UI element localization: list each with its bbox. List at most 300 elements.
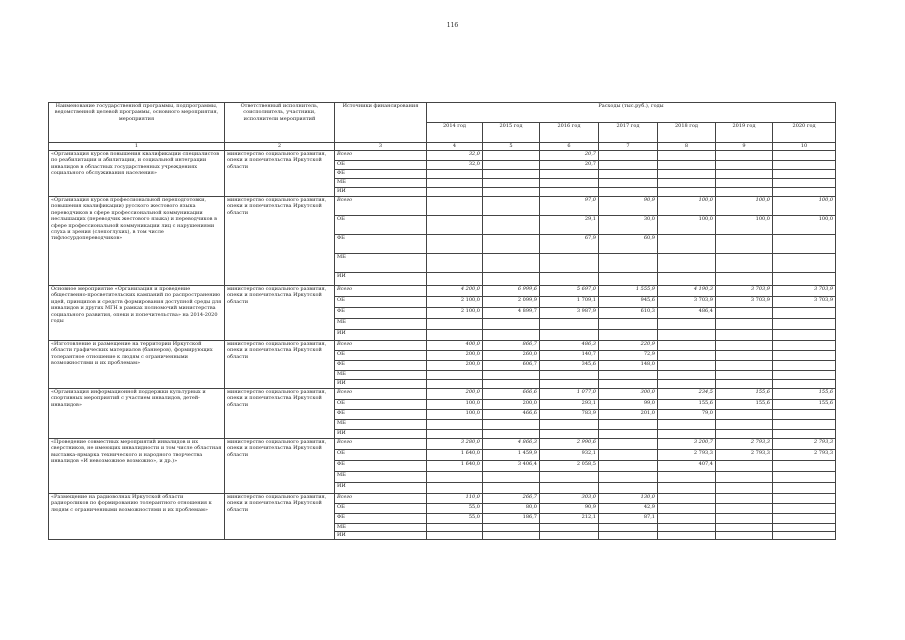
expense-value: 32,0 — [427, 161, 483, 170]
expense-value — [427, 330, 483, 341]
expense-value: 4 866,3 — [483, 439, 540, 450]
expense-value: 3 406,4 — [483, 461, 540, 472]
expense-value — [599, 161, 658, 170]
expense-value: 2 793,3 — [716, 450, 773, 461]
expense-value — [658, 161, 716, 170]
table-row — [49, 341, 836, 351]
funding-source: Всего — [335, 286, 427, 297]
year-header: 2020 год — [773, 123, 836, 143]
expense-value — [427, 254, 483, 273]
expense-value — [599, 330, 658, 341]
expense-value: 155,6 — [658, 400, 716, 410]
expense-value: 72,9 — [599, 351, 658, 361]
funding-source: ФБ — [335, 410, 427, 420]
expense-value — [427, 371, 483, 380]
expense-value — [773, 179, 836, 188]
measure-name: «Изготовление и размещение на территории Иркутской области графических материалов (баннеров), формирующих толерантное отношение к людям с ограниченными возможностями и их проблемам» — [49, 341, 225, 389]
expense-value: 3 703,9 — [716, 286, 773, 297]
expense-value — [599, 371, 658, 380]
expense-value — [658, 504, 716, 514]
funding-source: МБ — [335, 472, 427, 483]
expense-value: 1 077,0 — [540, 389, 599, 400]
expense-value — [483, 161, 540, 170]
expense-value — [427, 188, 483, 197]
expense-value: 155,6 — [716, 389, 773, 400]
expense-value — [716, 371, 773, 380]
expense-value — [599, 254, 658, 273]
expense-value — [773, 371, 836, 380]
expense-value — [599, 188, 658, 197]
expense-value — [483, 371, 540, 380]
table-row — [49, 439, 836, 450]
expense-value — [483, 420, 540, 430]
measure-name: «Организация курсов повышения квалификации специалистов по реабилитации и абилитации, и социальной интеграции инвалидов в областных государственных учреждениях социального обслуживания населения» — [49, 151, 225, 197]
expense-value — [540, 170, 599, 179]
expense-value — [540, 420, 599, 430]
expense-value: 2 100,0 — [427, 308, 483, 319]
budget-table — [48, 102, 836, 540]
expense-value — [540, 371, 599, 380]
expense-value — [427, 420, 483, 430]
expense-value — [773, 254, 836, 273]
expense-value — [773, 235, 836, 254]
table-row — [49, 151, 836, 161]
expense-value: 90,9 — [599, 197, 658, 216]
funding-source: ОБ — [335, 297, 427, 308]
expense-value — [427, 524, 483, 532]
expense-value — [658, 532, 716, 540]
column-index: 3 — [335, 143, 427, 151]
expense-value: 20,7 — [540, 161, 599, 170]
expense-value: 3 703,9 — [716, 297, 773, 308]
expense-value: 100,0 — [773, 197, 836, 216]
expense-value — [540, 380, 599, 389]
expense-value — [658, 524, 716, 532]
expense-value — [716, 319, 773, 330]
expense-value — [658, 179, 716, 188]
expense-value: 783,9 — [540, 410, 599, 420]
col-source-header: Источники финансирования — [335, 103, 427, 143]
expense-value: 200,0 — [427, 389, 483, 400]
expense-value — [427, 319, 483, 330]
expense-value — [540, 472, 599, 483]
expense-value — [540, 179, 599, 188]
expense-value — [599, 472, 658, 483]
expense-value: 300,0 — [599, 389, 658, 400]
expense-value — [658, 371, 716, 380]
expense-value — [427, 170, 483, 179]
expense-value — [773, 308, 836, 319]
funding-source: ФБ — [335, 170, 427, 179]
expense-value — [427, 532, 483, 540]
expense-value: 140,7 — [540, 351, 599, 361]
expense-value: 234,5 — [658, 389, 716, 400]
expense-value — [773, 532, 836, 540]
expense-value — [773, 461, 836, 472]
expense-value — [716, 420, 773, 430]
expense-value: 80,0 — [483, 504, 540, 514]
funding-source: ОБ — [335, 216, 427, 235]
expense-value: 60,9 — [599, 235, 658, 254]
column-index: 4 — [427, 143, 483, 151]
expense-value: 1 459,9 — [483, 450, 540, 461]
expense-value — [599, 450, 658, 461]
expense-value: 407,4 — [658, 461, 716, 472]
expense-value — [599, 273, 658, 286]
column-index: 5 — [483, 143, 540, 151]
funding-source: ИИ — [335, 330, 427, 341]
column-index: 9 — [716, 143, 773, 151]
expense-value — [773, 319, 836, 330]
funding-source: ОБ — [335, 504, 427, 514]
year-header: 2014 год — [427, 123, 483, 143]
year-header: 2019 год — [716, 123, 773, 143]
expense-value: 260,0 — [483, 351, 540, 361]
expense-value: 3 987,9 — [540, 308, 599, 319]
funding-source: ОБ — [335, 450, 427, 461]
expense-value — [658, 188, 716, 197]
expense-value — [773, 351, 836, 361]
funding-source: ИИ — [335, 380, 427, 389]
expense-value — [716, 308, 773, 319]
col-name-header: Наименование государственной программы, подпрограммы, ведомственной целевой программы, основного мероприятия, мероприятия — [49, 103, 225, 143]
page-number: 116 — [446, 22, 459, 29]
funding-source: ФБ — [335, 308, 427, 319]
funding-source: ФБ — [335, 235, 427, 254]
expense-value: 6 999,6 — [483, 286, 540, 297]
expense-value: 32,0 — [427, 151, 483, 161]
funding-source: Всего — [335, 389, 427, 400]
expense-value — [658, 380, 716, 389]
column-index: 1 — [49, 143, 225, 151]
expense-value: 200,0 — [427, 351, 483, 361]
expense-value: 1 640,0 — [427, 461, 483, 472]
responsible-executor: министерство социального развития, опеки и попечительства Иркутской области — [225, 494, 335, 540]
expense-value — [599, 524, 658, 532]
measure-name: Основное мероприятие «Организация и проведение общественно-просветительских кампаний по распространению идей, принципов и средств формирования доступной среды для инвалидов и других МГН в рамках полномочий министерства социального развития, опеки и попечительства» на 2014-2020 годы — [49, 286, 225, 341]
expense-value — [716, 532, 773, 540]
column-index: 8 — [658, 143, 716, 151]
expense-value: 3 703,9 — [773, 297, 836, 308]
expense-value: 5 697,0 — [540, 286, 599, 297]
expense-value: 42,9 — [599, 504, 658, 514]
expense-value: 3 703,9 — [658, 297, 716, 308]
expense-value: 303,0 — [540, 494, 599, 504]
expense-value: 99,0 — [599, 400, 658, 410]
expense-value — [658, 341, 716, 351]
expense-value — [773, 472, 836, 483]
expense-value — [427, 273, 483, 286]
expense-value: 293,1 — [540, 400, 599, 410]
expense-value — [483, 319, 540, 330]
funding-source: ОБ — [335, 161, 427, 170]
funding-source: Всего — [335, 151, 427, 161]
expense-value — [483, 532, 540, 540]
expense-value — [427, 483, 483, 494]
expense-value — [716, 341, 773, 351]
expense-value: 2 100,0 — [427, 297, 483, 308]
expense-value — [483, 216, 540, 235]
expense-value — [599, 319, 658, 330]
expense-value — [773, 504, 836, 514]
funding-source: Всего — [335, 439, 427, 450]
expense-value — [599, 151, 658, 161]
expense-value: 606,7 — [483, 361, 540, 371]
expense-value — [540, 319, 599, 330]
expense-value — [716, 410, 773, 420]
expense-value: 200,0 — [483, 400, 540, 410]
expense-value — [658, 430, 716, 439]
funding-source: ИИ — [335, 430, 427, 439]
expense-value — [773, 430, 836, 439]
expense-value — [716, 380, 773, 389]
expense-value — [483, 254, 540, 273]
expense-value — [483, 330, 540, 341]
expense-value — [483, 472, 540, 483]
expense-value — [658, 254, 716, 273]
expense-value — [716, 254, 773, 273]
expense-value — [773, 361, 836, 371]
expense-value — [483, 188, 540, 197]
expense-value — [773, 380, 836, 389]
expense-value — [716, 351, 773, 361]
measure-name: «Размещение на радиоволнах Иркутской области радиороликов по формированию толерантного отношения к людям с ограниченными возможностями и их проблемам» — [49, 494, 225, 540]
expense-value — [483, 483, 540, 494]
expense-value — [716, 361, 773, 371]
expense-value: 100,0 — [427, 400, 483, 410]
expense-value — [658, 319, 716, 330]
column-index: 10 — [773, 143, 836, 151]
expense-value: 79,0 — [658, 410, 716, 420]
expense-value — [599, 380, 658, 389]
expense-value — [716, 514, 773, 524]
expense-value — [658, 483, 716, 494]
responsible-executor: министерство социального развития, опеки и попечительства Иркутской области — [225, 197, 335, 286]
expense-value: 4 200,0 — [427, 286, 483, 297]
expense-value: 110,0 — [427, 494, 483, 504]
expense-value: 466,6 — [483, 410, 540, 420]
column-index: 2 — [225, 143, 335, 151]
funding-source: МБ — [335, 254, 427, 273]
expense-value — [716, 461, 773, 472]
measure-name: «Организация информационной поддержки культурных и спортивных мероприятий с участием инвалидов, детей-инвалидов» — [49, 389, 225, 439]
expense-value: 666,6 — [483, 389, 540, 400]
expense-value — [716, 188, 773, 197]
expense-value — [599, 532, 658, 540]
responsible-executor: министерство социального развития, опеки и попечительства Иркутской области — [225, 389, 335, 439]
expense-value — [716, 161, 773, 170]
expense-value: 100,0 — [658, 216, 716, 235]
expense-value — [773, 483, 836, 494]
table-row — [49, 197, 836, 216]
expense-value: 1 555,9 — [599, 286, 658, 297]
responsible-executor: министерство социального развития, опеки и попечительства Иркутской области — [225, 286, 335, 341]
expense-value — [483, 179, 540, 188]
funding-source: ФБ — [335, 461, 427, 472]
expense-value: 932,1 — [540, 450, 599, 461]
expense-value — [483, 430, 540, 439]
expense-value — [773, 170, 836, 179]
expense-value: 2 793,3 — [716, 439, 773, 450]
expense-value: 4 899,7 — [483, 308, 540, 319]
expense-value — [540, 532, 599, 540]
expense-value — [599, 461, 658, 472]
measure-name: «Организация курсов профессиональной переподготовки, повышения квалификации) русского жестового языка переводчиков в сфере профессиональной коммуникации неслышащих (переводчик жестового языка) и переводчиков в сфере профессиональной коммуникации лиц с нарушениями слуха и зрения (слепоглухих), в том числе тифлосурдопереводчиков» — [49, 197, 225, 286]
expense-value: 3 200,7 — [658, 439, 716, 450]
expense-value: 148,0 — [599, 361, 658, 371]
expense-value: 3 280,0 — [427, 439, 483, 450]
expense-value — [658, 151, 716, 161]
expense-value — [483, 197, 540, 216]
expense-value — [716, 472, 773, 483]
expense-value — [540, 524, 599, 532]
expense-value — [599, 179, 658, 188]
expense-value — [773, 188, 836, 197]
expense-value — [716, 235, 773, 254]
expense-value — [427, 472, 483, 483]
col-responsible-header: Ответственный исполнитель, соисполнитель, участники, исполнители мероприятий — [225, 103, 335, 143]
funding-source: МБ — [335, 179, 427, 188]
funding-source: ИИ — [335, 273, 427, 286]
expense-value — [716, 273, 773, 286]
responsible-executor: министерство социального развития, опеки и попечительства Иркутской области — [225, 439, 335, 494]
expense-value: 155,6 — [773, 400, 836, 410]
expense-value: 100,0 — [773, 216, 836, 235]
expense-value — [716, 179, 773, 188]
expense-value — [599, 170, 658, 179]
expense-value: 4 190,3 — [658, 286, 716, 297]
expense-value: 155,6 — [716, 400, 773, 410]
expense-value — [658, 235, 716, 254]
expense-value — [483, 524, 540, 532]
expense-value — [599, 420, 658, 430]
funding-source: МБ — [335, 524, 427, 532]
expense-value: 1 640,0 — [427, 450, 483, 461]
expense-value: 55,0 — [427, 514, 483, 524]
funding-source: МБ — [335, 319, 427, 330]
measure-name: «Проведение совместных мероприятий инвалидов и их сверстников, не имеющих инвалидности и том числе областная выставка-ярмарка технического и народного творчества инвалидов «И невозможное возможно», и др.)» — [49, 439, 225, 494]
funding-source: Всего — [335, 197, 427, 216]
funding-source: ФБ — [335, 361, 427, 371]
expense-value — [716, 524, 773, 532]
expense-value: 2 990,6 — [540, 439, 599, 450]
expense-value — [716, 151, 773, 161]
expense-value: 100,0 — [658, 197, 716, 216]
expense-value — [658, 514, 716, 524]
expense-value — [773, 514, 836, 524]
expense-value — [773, 341, 836, 351]
expense-value: 186,7 — [483, 514, 540, 524]
expense-value: 400,0 — [427, 341, 483, 351]
year-header: 2015 год — [483, 123, 540, 143]
expense-value: 2 058,5 — [540, 461, 599, 472]
expense-value — [599, 483, 658, 494]
expense-value: 200,0 — [427, 361, 483, 371]
expense-value — [773, 151, 836, 161]
column-index: 7 — [599, 143, 658, 151]
expense-value — [540, 254, 599, 273]
expense-value — [658, 273, 716, 286]
funding-source: ИИ — [335, 532, 427, 540]
expense-value: 345,6 — [540, 361, 599, 371]
expense-value — [483, 273, 540, 286]
expense-value — [658, 351, 716, 361]
expense-value: 100,0 — [427, 410, 483, 420]
funding-source: Всего — [335, 494, 427, 504]
expense-value — [773, 420, 836, 430]
expense-value — [716, 430, 773, 439]
expense-value — [716, 494, 773, 504]
expense-value — [599, 430, 658, 439]
expense-value — [658, 472, 716, 483]
expense-value: 220,9 — [599, 341, 658, 351]
funding-source: ОБ — [335, 400, 427, 410]
expense-value: 866,7 — [483, 341, 540, 351]
expense-value — [599, 439, 658, 450]
column-index: 6 — [540, 143, 599, 151]
expense-value — [540, 330, 599, 341]
expense-value — [427, 197, 483, 216]
col-costs-header: Расходы (тыс.руб.), годы — [427, 103, 836, 123]
expense-value — [540, 483, 599, 494]
expense-value: 97,0 — [540, 197, 599, 216]
expense-value — [483, 380, 540, 389]
funding-source: Всего — [335, 341, 427, 351]
expense-value — [773, 330, 836, 341]
expense-value: 20,7 — [540, 151, 599, 161]
expense-value: 212,1 — [540, 514, 599, 524]
expense-value: 30,0 — [599, 216, 658, 235]
expense-value — [658, 170, 716, 179]
year-header: 2016 год — [540, 123, 599, 143]
expense-value — [658, 420, 716, 430]
expense-value: 67,9 — [540, 235, 599, 254]
expense-value — [658, 494, 716, 504]
expense-value — [658, 330, 716, 341]
year-header: 2018 год — [658, 123, 716, 143]
table-row — [49, 494, 836, 504]
expense-value: 90,9 — [540, 504, 599, 514]
funding-source: ФБ — [335, 514, 427, 524]
expense-value — [716, 504, 773, 514]
expense-value: 266,7 — [483, 494, 540, 504]
table-row — [49, 286, 836, 297]
expense-value: 2 793,3 — [658, 450, 716, 461]
expense-value: 155,6 — [773, 389, 836, 400]
expense-value: 945,6 — [599, 297, 658, 308]
expense-value: 486,3 — [540, 341, 599, 351]
expense-value — [773, 273, 836, 286]
expense-value — [716, 483, 773, 494]
expense-value: 3 703,9 — [773, 286, 836, 297]
expense-value: 2 099,9 — [483, 297, 540, 308]
responsible-executor: министерство социального развития, опеки и попечительства Иркутской области — [225, 341, 335, 389]
expense-value — [483, 151, 540, 161]
expense-value — [773, 410, 836, 420]
expense-value — [540, 273, 599, 286]
expense-value: 100,0 — [716, 216, 773, 235]
expense-value — [716, 170, 773, 179]
expense-value: 486,4 — [658, 308, 716, 319]
expense-value: 2 793,3 — [773, 439, 836, 450]
expense-value — [427, 430, 483, 439]
expense-value — [773, 494, 836, 504]
expense-value: 1 709,1 — [540, 297, 599, 308]
expense-value — [483, 170, 540, 179]
funding-source: ИИ — [335, 188, 427, 197]
funding-source: ИИ — [335, 483, 427, 494]
year-header: 2017 год — [599, 123, 658, 143]
